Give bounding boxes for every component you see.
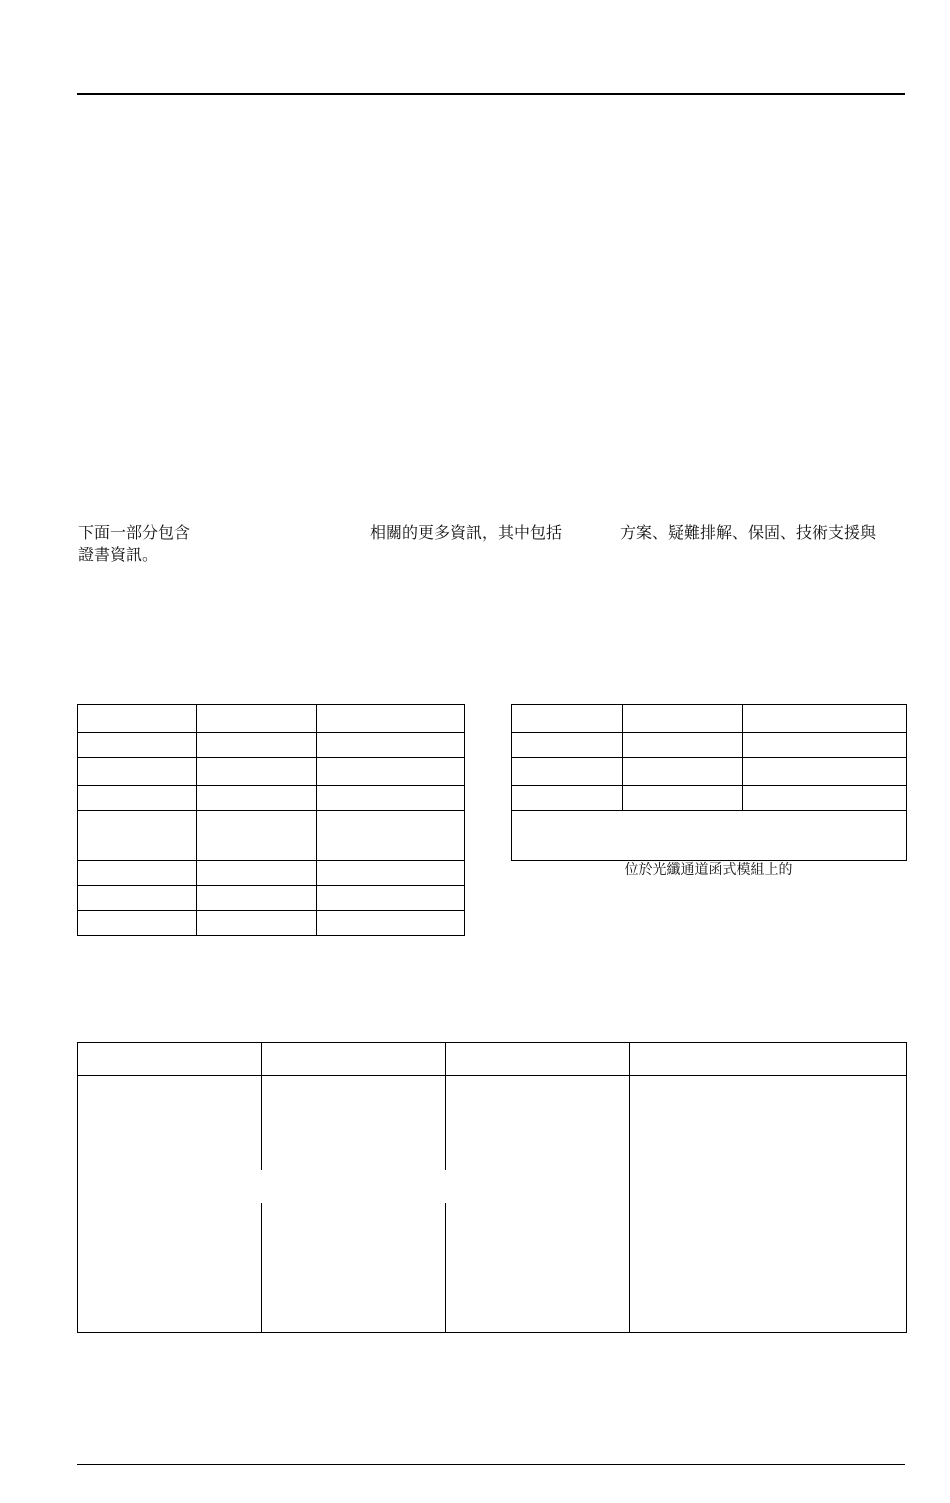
table-cell — [512, 758, 623, 786]
table-caption: 位於光纖通道函式模組上的 — [624, 862, 793, 878]
column-divider — [445, 1203, 446, 1332]
table-row — [78, 786, 465, 811]
column-divider — [261, 1203, 262, 1332]
table-row — [512, 705, 907, 733]
table-cell — [317, 911, 465, 936]
table-cell — [623, 733, 743, 758]
header-rule — [77, 93, 905, 95]
table-cell — [743, 758, 907, 786]
table-row — [78, 811, 465, 861]
table-row — [78, 886, 465, 911]
table-row — [78, 911, 465, 936]
column-divider — [629, 1043, 630, 1332]
column-divider — [445, 1043, 446, 1170]
table-cell — [623, 758, 743, 786]
table-cell — [317, 705, 465, 733]
table-cell — [78, 861, 197, 886]
spec-table-right — [511, 704, 907, 861]
table-cell — [197, 861, 317, 886]
table-cell — [78, 758, 197, 786]
table-cell — [78, 911, 197, 936]
table-cell — [78, 786, 197, 811]
table-row — [512, 758, 907, 786]
table-cell — [78, 811, 197, 861]
table-row — [512, 733, 907, 758]
table-row — [78, 861, 465, 886]
table-cell — [197, 886, 317, 911]
table-cell — [623, 786, 743, 811]
table-cell — [317, 733, 465, 758]
table-cell — [512, 705, 623, 733]
table-cell — [623, 705, 743, 733]
table-cell — [197, 733, 317, 758]
table-cell — [197, 811, 317, 861]
table-cell — [743, 733, 907, 758]
table-cell — [743, 786, 907, 811]
spec-table-left — [77, 704, 465, 936]
table-cell — [197, 911, 317, 936]
table-row — [78, 705, 465, 733]
footer-rule — [77, 1464, 905, 1465]
table-cell — [512, 811, 907, 861]
table-cell — [78, 705, 197, 733]
table-cell — [317, 886, 465, 911]
spec-table-left-body — [78, 705, 465, 936]
table-cell — [512, 786, 623, 811]
table-row — [78, 733, 465, 758]
table-cell — [317, 861, 465, 886]
table-cell — [317, 786, 465, 811]
table-row — [512, 811, 907, 861]
column-divider — [261, 1043, 262, 1170]
table-cell — [512, 733, 623, 758]
intro-text-2: 相關的更多資訊，其中包括 — [370, 523, 563, 542]
table-cell — [78, 886, 197, 911]
table-cell — [317, 811, 465, 861]
table-cell — [743, 705, 907, 733]
bottom-table-header — [78, 1043, 906, 1076]
intro-text-4: 證書資訊。 — [78, 545, 159, 564]
bottom-table — [77, 1042, 907, 1333]
intro-text-3: 方案、疑難排解、保固、技術支援與 — [620, 523, 877, 542]
table-row — [512, 786, 907, 811]
table-row — [78, 758, 465, 786]
table-cell — [197, 758, 317, 786]
table-cell — [197, 786, 317, 811]
table-cell — [78, 733, 197, 758]
table-cell — [197, 705, 317, 733]
table-cell — [317, 758, 465, 786]
intro-text-1: 下面一部分包含 — [78, 523, 191, 542]
spec-table-right-body — [512, 705, 907, 861]
